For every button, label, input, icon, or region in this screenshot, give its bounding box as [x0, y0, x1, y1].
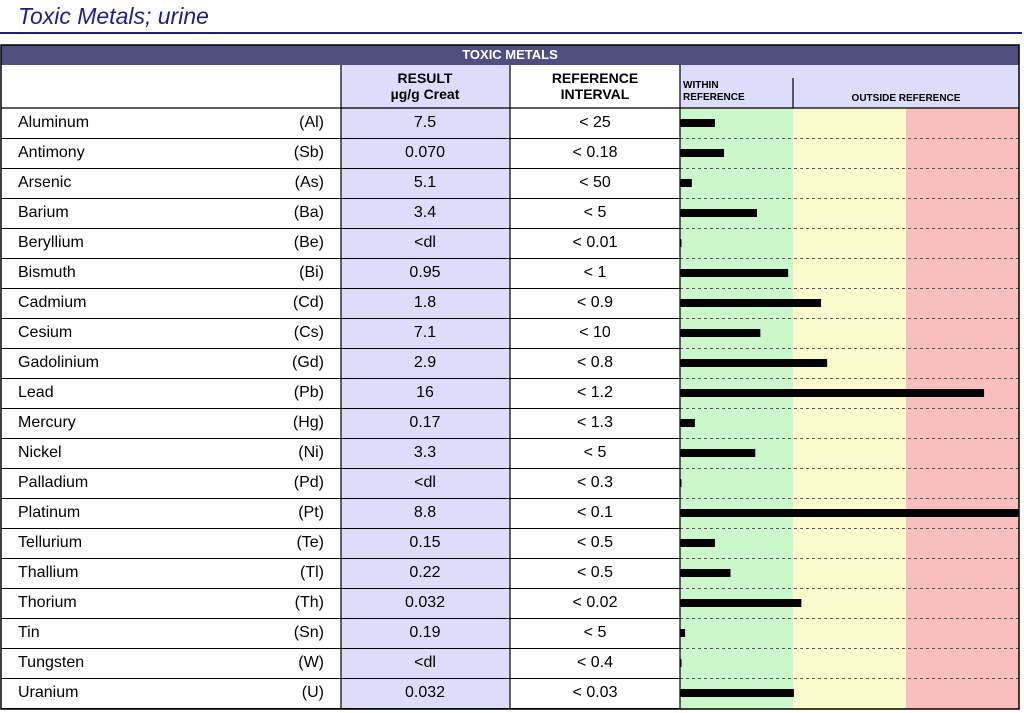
metal-reference-gadolinium: < 0.8	[576, 354, 614, 371]
metal-name-cadmium: Cadmium	[18, 294, 87, 311]
metal-symbol-bismuth: (Bi)	[299, 264, 324, 281]
metal-result-arsenic: 5.1	[413, 174, 437, 191]
metal-symbol-thallium: (Tl)	[300, 564, 324, 581]
metal-reference-cesium: < 10	[579, 324, 611, 341]
metal-reference-beryllium: < 0.01	[572, 234, 618, 251]
result-bar-beryllium	[680, 239, 682, 247]
metal-name-cesium: Cesium	[18, 324, 73, 341]
metal-symbol-cadmium: (Cd)	[292, 294, 324, 311]
metal-name-lead: Lead	[18, 384, 54, 401]
metal-symbol-beryllium: (Be)	[293, 234, 324, 251]
metal-name-mercury: Mercury	[18, 414, 76, 431]
reference-header-line2: INTERVAL	[560, 86, 630, 102]
result-header	[341, 70, 509, 102]
metal-reference-aluminum: < 25	[579, 114, 611, 131]
metal-result-antimony: 0.070	[404, 144, 446, 161]
result-bar-tungsten	[680, 659, 682, 667]
metal-symbol-barium: (Ba)	[293, 204, 324, 221]
metal-name-barium: Barium	[18, 204, 69, 221]
metal-name-thorium: Thorium	[18, 594, 77, 611]
metal-reference-platinum: < 0.1	[576, 504, 614, 521]
result-bar-cesium	[680, 329, 760, 337]
metal-result-tungsten: <dl	[414, 654, 436, 671]
result-bar-uranium	[680, 689, 794, 697]
metal-name-bismuth: Bismuth	[18, 264, 76, 281]
metal-name-beryllium: Beryllium	[18, 234, 84, 251]
result-header-line1: RESULT	[397, 70, 453, 86]
metal-symbol-aluminum: (Al)	[299, 114, 324, 131]
metal-result-bismuth: 0.95	[409, 264, 441, 281]
metal-name-tellurium: Tellurium	[18, 534, 83, 551]
result-bar-aluminum	[680, 119, 715, 127]
metal-symbol-nickel: (Ni)	[298, 444, 324, 461]
result-bar-palladium	[680, 479, 682, 487]
within-reference-label	[683, 80, 745, 104]
metal-reference-nickel: < 5	[583, 444, 607, 461]
title-rule	[0, 32, 1022, 34]
metal-name-gadolinium: Gadolinium	[18, 354, 99, 371]
metal-result-tin: 0.19	[409, 624, 441, 641]
metal-name-antimony: Antimony	[18, 144, 85, 161]
result-bar-arsenic	[680, 179, 692, 187]
metal-symbol-mercury: (Hg)	[292, 414, 324, 431]
metal-symbol-uranium: (U)	[301, 684, 324, 701]
result-bar-thorium	[680, 599, 801, 607]
metal-symbol-tungsten: (W)	[298, 654, 324, 671]
metal-result-tellurium: 0.15	[409, 534, 441, 551]
metal-reference-arsenic: < 50	[579, 174, 611, 191]
result-bar-mercury	[680, 419, 695, 427]
reference-header-line1: REFERENCE	[551, 70, 639, 86]
metal-result-palladium: <dl	[414, 474, 436, 491]
metal-reference-palladium: < 0.3	[576, 474, 614, 491]
result-bar-tin	[680, 629, 685, 637]
result-header-unit: µg/g Creat	[390, 86, 460, 102]
metal-reference-lead: < 1.2	[576, 384, 614, 401]
metal-name-uranium: Uranium	[18, 684, 79, 701]
result-bar-tellurium	[680, 539, 715, 547]
metal-reference-cadmium: < 0.9	[576, 294, 614, 311]
metal-name-tin: Tin	[18, 624, 40, 641]
metal-symbol-palladium: (Pd)	[293, 474, 324, 491]
metal-name-platinum: Platinum	[18, 504, 81, 521]
metal-result-thallium: 0.22	[409, 564, 441, 581]
metal-reference-thallium: < 0.5	[576, 564, 614, 581]
metal-result-uranium: 0.032	[404, 684, 446, 701]
result-bar-lead	[680, 389, 984, 397]
metal-name-palladium: Palladium	[18, 474, 89, 491]
metal-name-nickel: Nickel	[18, 444, 62, 461]
metal-reference-bismuth: < 1	[583, 264, 607, 281]
metal-symbol-platinum: (Pt)	[298, 504, 324, 521]
metal-result-platinum: 8.8	[413, 504, 437, 521]
metal-reference-antimony: < 0.18	[572, 144, 618, 161]
outside-reference-label: OUTSIDE REFERENCE	[851, 93, 961, 104]
metal-result-nickel: 3.3	[413, 444, 437, 461]
metal-result-cesium: 7.1	[413, 324, 437, 341]
metal-name-aluminum: Aluminum	[18, 114, 90, 131]
within-label-line1: WITHIN	[683, 80, 719, 91]
metal-reference-tellurium: < 0.5	[576, 534, 614, 551]
metal-symbol-cesium: (Cs)	[293, 324, 324, 341]
table-banner: TOXIC METALS	[462, 47, 558, 62]
metal-reference-mercury: < 1.3	[576, 414, 614, 431]
metal-result-gadolinium: 2.9	[413, 354, 437, 371]
result-bar-gadolinium	[680, 359, 827, 367]
page-title: Toxic Metals; urine	[18, 3, 209, 29]
metal-symbol-tin: (Sn)	[293, 624, 324, 641]
metal-reference-tin: < 5	[583, 624, 607, 641]
metal-symbol-gadolinium: (Gd)	[292, 354, 324, 371]
metal-name-tungsten: Tungsten	[18, 654, 85, 671]
reference-header	[510, 70, 680, 102]
result-bar-cadmium	[680, 299, 821, 307]
metal-result-lead: 16	[416, 384, 434, 401]
metal-name-arsenic: Arsenic	[18, 174, 72, 191]
result-bar-antimony	[680, 149, 724, 157]
result-bar-bismuth	[680, 269, 788, 277]
metal-symbol-lead: (Pb)	[293, 384, 324, 401]
metal-symbol-thorium: (Th)	[294, 594, 324, 611]
metal-reference-thorium: < 0.02	[572, 594, 618, 611]
metal-result-thorium: 0.032	[404, 594, 446, 611]
toxic-metals-report	[0, 44, 1022, 711]
metal-name-thallium: Thallium	[18, 564, 79, 581]
metal-reference-tungsten: < 0.4	[576, 654, 614, 671]
metal-result-barium: 3.4	[413, 204, 437, 221]
metal-symbol-tellurium: (Te)	[296, 534, 324, 551]
result-bar-barium	[680, 209, 757, 217]
result-bar-nickel	[680, 449, 755, 457]
metal-symbol-arsenic: (As)	[294, 174, 324, 191]
metal-reference-uranium: < 0.03	[572, 684, 618, 701]
result-bar-thallium	[680, 569, 731, 577]
metal-result-beryllium: <dl	[414, 234, 436, 251]
within-label-line2: REFERENCE	[683, 92, 745, 103]
metal-symbol-antimony: (Sb)	[293, 144, 324, 161]
metal-result-cadmium: 1.8	[413, 294, 437, 311]
result-bar-platinum	[680, 509, 1019, 517]
metal-result-aluminum: 7.5	[413, 114, 437, 131]
metal-result-mercury: 0.17	[409, 414, 441, 431]
metal-reference-barium: < 5	[583, 204, 607, 221]
